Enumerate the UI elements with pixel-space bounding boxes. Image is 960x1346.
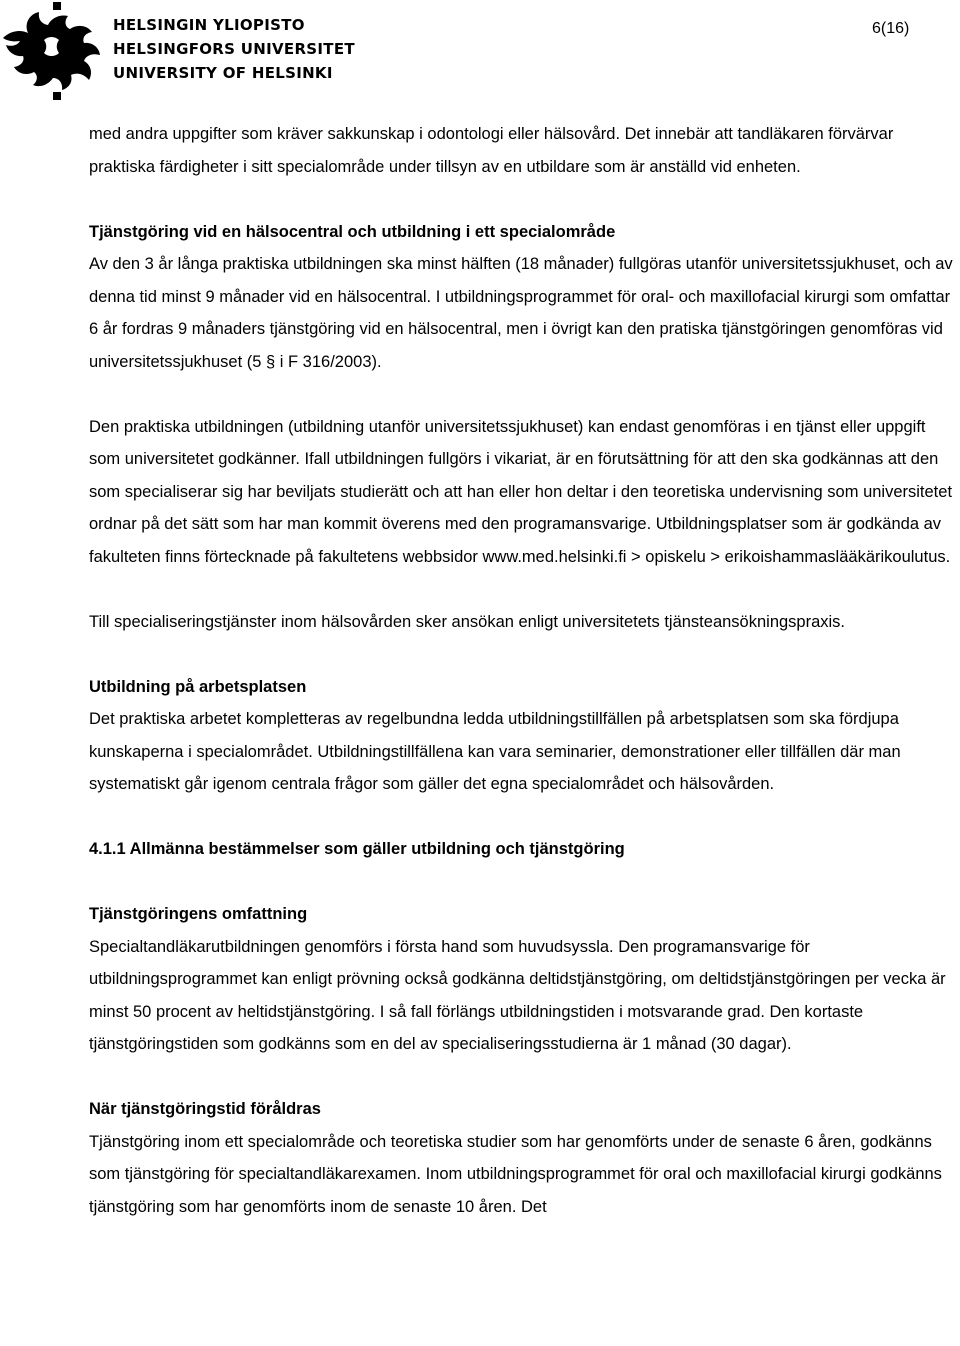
section-heading: Tjänstgöringens omfattning [89,905,308,923]
helsinki-flame-logo-icon [0,0,108,104]
paragraph-intro: med andra uppgifter som kräver sakkunskap i odontologi eller hälsovård. Det innebär att tandläkaren förvärvar praktiska färdigheter i sitt specialområde under tillsyn av en utbildare som är anställd vid enheten. [89,125,894,176]
section-health-centre [89,216,959,379]
university-name-block [113,13,355,85]
paragraph-practical-training: Den praktiska utbildningen (utbildning utanför universitetssjukhuset) kan endast genomföras i en tjänst eller uppgift som universitetet godkänner. Ifall utbildningen fullgörs i vikariat, är en förutsättning för att den ska godkännas att den som specialiserar sig har beviljats studierätt och att han eller hon deltar i den teoretiska undervisning som universitetet ordnar på det sätt som har man kommit överens med den programansvarige. Utbildningsplatser som är godkända av fakulteten finns förtecknade på fakultetens webbsidor www.med.helsinki.fi > opiskelu > erikoishammaslääkärikoulutus. [89,417,953,566]
section-workplace-training [89,671,959,801]
university-name-english: UNIVERSITY OF HELSINKI [113,64,333,82]
section-text: Det praktiska arbetet kompletteras av regelbundna ledda utbildningstillfällen på arbetsplatsen som ska fördjupa kunskaperna i specialområdet. Utbildningstillfällena kan vara seminarier, demonstrationer eller tillfällen där man systematiskt går igenom centrala frågor som gäller det egna specialområdet och hälsovården. [89,710,901,793]
section-scope [89,898,959,1061]
page-number: 6(16) [872,20,910,37]
section-text: Specialtandläkarutbildningen genomförs i första hand som huvudsyssla. Den programansvarige för utbildningsprogrammet kan enligt prövning också godkänna deltidstjänstgöring, om deltidstjänstgöringen per vecka är minst 50 procent av heltidstjänstgöring. I så fall förlängs utbildningstiden i motsvarande grad. Den kortaste tjänstgöringstiden som godkänns som en del av specialiseringsstudierna är 1 månad (30 dagar). [89,937,946,1053]
document-body [89,118,959,1223]
university-name-swedish: HELSINGFORS UNIVERSITET [113,40,355,58]
section-text: Av den 3 år långa praktiska utbildningen ska minst hälften (18 månader) fullgöras utanför universitetssjukhuset, och av denna tid minst 9 månader vid en hälsocentral. I utbildningsprogrammet för oral- och maxillofacial kirurgi som omfattar 6 år fordras 9 månaders tjänstgöring vid en hälsocentral, men i övrigt kan den pratiska tjänstgöringen genomföras vid universitetssjukhuset (5 § i F 316/2003). [89,255,953,371]
section-heading: När tjänstgöringstid föråldras [89,1100,321,1118]
university-name-finnish: HELSINGIN YLIOPISTO [113,16,305,34]
section-text: Tjänstgöring inom ett specialområde och teoretiska studier som har genomförts under de senaste 6 åren, godkänns som tjänstgöring för specialtandläkarexamen. Inom utbildningsprogrammet för oral och maxillofacial kirurgi godkänns tjänstgöring som har genomförts inom de senaste 10 åren. Det [89,1132,942,1216]
section-expiry [89,1093,959,1223]
section-heading: Utbildning på arbetsplatsen [89,677,307,696]
section-heading: Tjänstgöring vid en hälsocentral och utbildning i ett specialområde [89,222,616,241]
paragraph-application: Till specialiseringstjänster inom hälsovården sker ansökan enligt universitetets tjänsteansökningspraxis. [89,612,846,631]
page-header [0,0,960,110]
section-heading-general-rules: 4.1.1 Allmänna bestämmelser som gäller utbildning och tjänstgöring [89,840,625,858]
